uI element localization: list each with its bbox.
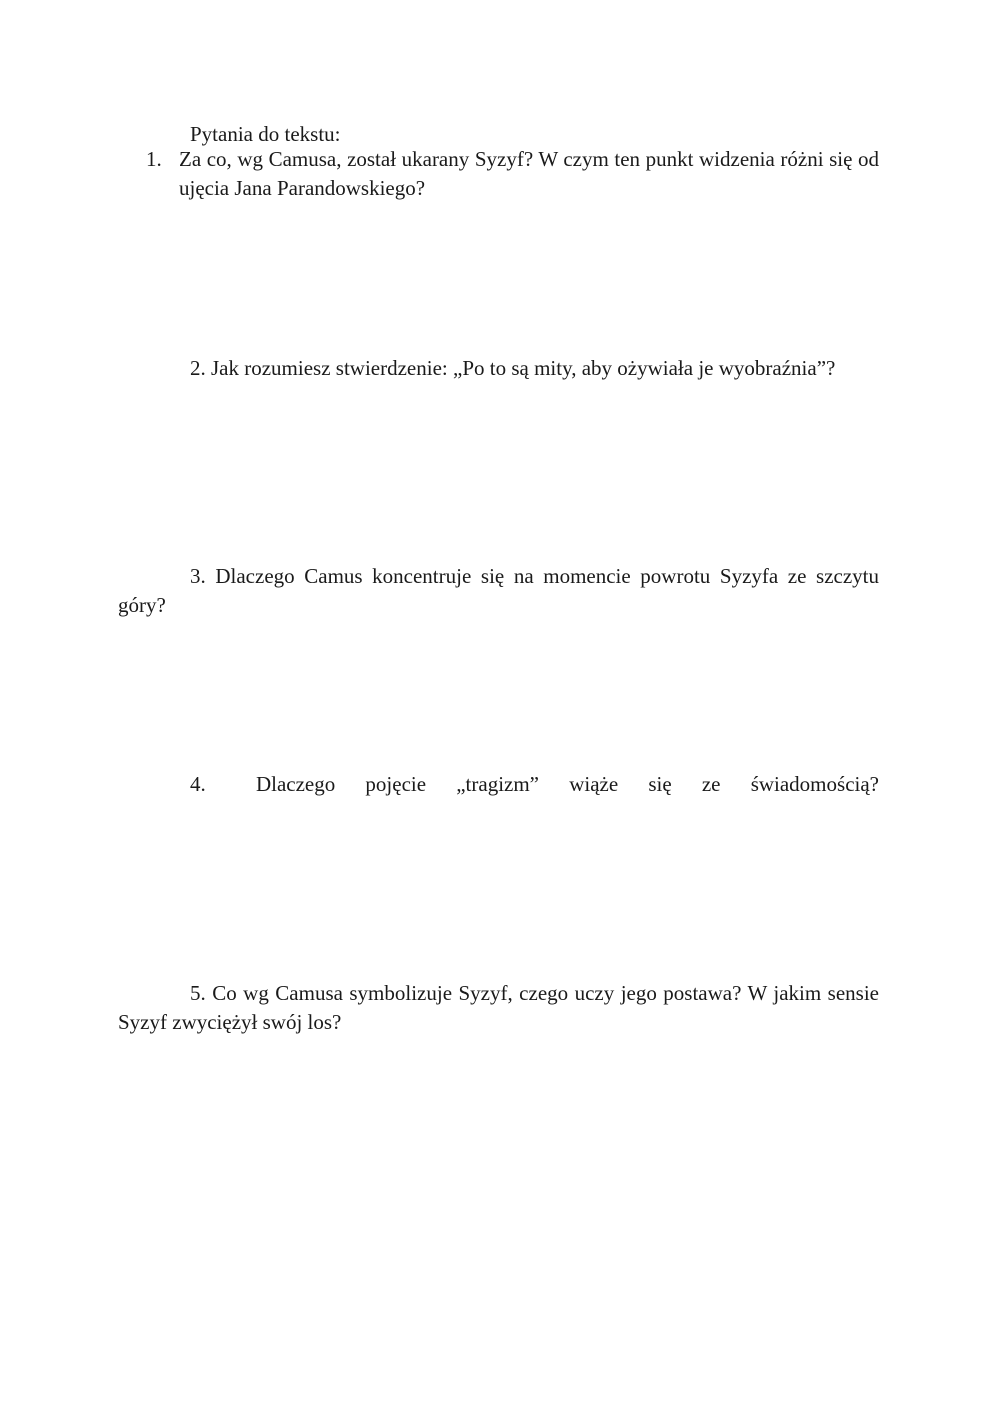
question-5-text: Co wg Camusa symbolizuje Syzyf, czego uczy jego postawa? W jakim sensie Syzyf zwyciężył swój los? — [118, 981, 879, 1034]
question-5 — [118, 979, 879, 1037]
question-1-number: 1. — [146, 147, 162, 171]
question-4 — [190, 770, 879, 799]
question-1 — [146, 145, 879, 203]
question-2 — [118, 354, 879, 383]
question-2-number: 2. — [190, 356, 206, 380]
question-4-number: 4. — [190, 772, 206, 796]
question-2-text: Jak rozumiesz stwierdzenie: „Po to są mity, aby ożywiała je wyobraźnia”? — [211, 356, 836, 380]
question-4-text: Dlaczego pojęcie „tragizm” wiąże się ze świadomością? — [255, 772, 879, 796]
worksheet-heading: Pytania do tekstu: — [190, 122, 341, 146]
question-3-number: 3. — [190, 564, 206, 588]
question-3-text: Dlaczego Camus koncentruje się na momencie powrotu Syzyfa ze szczytu góry? — [118, 564, 880, 617]
question-1-text: Za co, wg Camusa, został ukarany Syzyf? W czym ten punkt widzenia różni się od ujęcia Jana Parandowskiego? — [179, 147, 879, 200]
question-5-number: 5. — [190, 981, 206, 1005]
question-3 — [118, 562, 879, 620]
